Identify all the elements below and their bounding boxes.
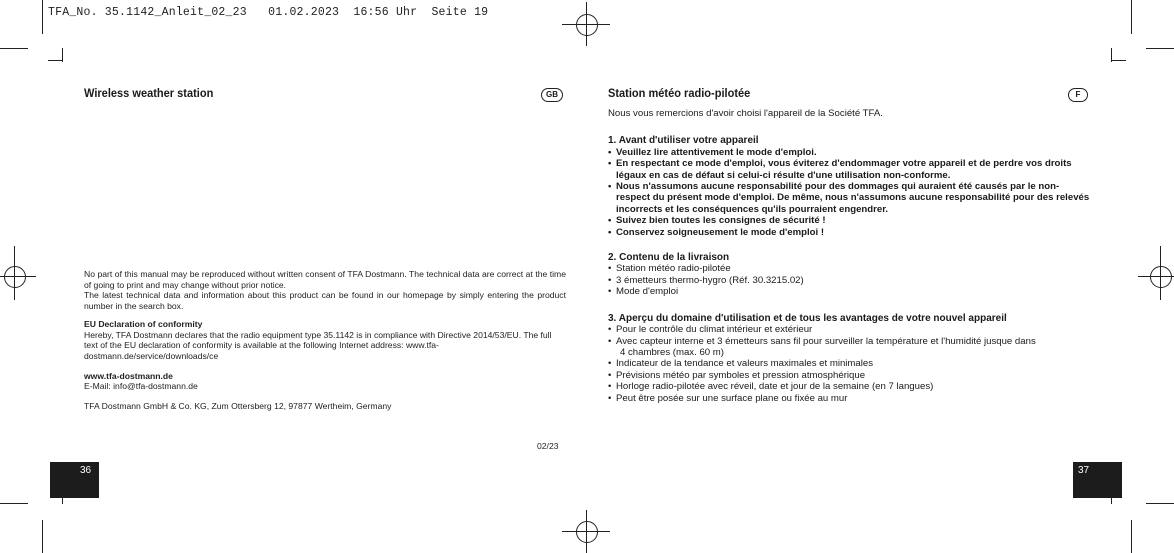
list-item: • Peut être posée sur une surface plane ou fixée au mur (608, 393, 1090, 404)
list-item: • Nous n'assumons aucune responsabilité pour des dommages qui auraient été causés par le non-respect du présent mode d'emploi. De même, nous n'assumons aucune responsabilité pour des relevés incorrects et les conséquences qu'ils pourraient engendrer. (608, 181, 1090, 215)
email-address[interactable]: E-Mail: info@tfa-dostmann.de (84, 381, 198, 392)
list-item: • Mode d'emploi (608, 286, 1090, 297)
right-page-number: 37 (1078, 465, 1090, 476)
section-2-heading: 2. Contenu de la livraison (608, 252, 730, 264)
eu-declaration-heading: EU Declaration of conformity (84, 318, 203, 329)
list-item: • En respectant ce mode d'emploi, vous éviterez d'endommager votre appareil et de perdre vos droits légaux en cas de défaut si celui-ci résulte d'une utilisation non-conforme. (608, 158, 1090, 181)
list-item: • Conservez soigneusement le mode d'emploi ! (608, 227, 1090, 238)
list-item: • Station météo radio-pilotée (608, 263, 1090, 274)
copyright-notice: No part of this manual may be reproduced without written consent of TFA Dostmann. The technical data are correct at the time of going to print and may change without prior notice. (84, 269, 566, 290)
website-link[interactable]: www.tfa-dostmann.de (84, 370, 173, 381)
left-page-number-box (50, 462, 99, 498)
left-page-number: 36 (80, 465, 92, 476)
gb-language-badge: GB (541, 88, 563, 102)
section-1-heading: 1. Avant d'utiliser votre appareil (608, 135, 759, 147)
intro-text: Nous vous remercions d'avoir choisi l'appareil de la Société TFA. (608, 108, 883, 119)
right-page-number-box (1073, 462, 1122, 498)
eu-declaration-text: Hereby, TFA Dostmann declares that the radio equipment type 35.1142 is in compliance with Directive 2014/53/EU. The full text of the EU declaration of conformity is available at the following Internet address: www.tfa-dostmann.de/service/downloads/ce (84, 329, 552, 361)
list-item-continuation: 4 chambres (max. 60 m) (620, 346, 724, 358)
section-3-heading: 3. Aperçu du domaine d'utilisation et de tous les avantages de votre nouvel appareil (608, 312, 1007, 324)
list-item: • Suivez bien toutes les consignes de sécurité ! (608, 215, 1090, 226)
list-item: • Indicateur de la tendance et valeurs maximales et minimales (608, 358, 1090, 369)
left-page-body (84, 269, 566, 412)
section-2-list (608, 263, 1090, 297)
section-1-list (608, 147, 1090, 238)
list-item: • 3 émetteurs thermo-hygro (Réf. 30.3215.02) (608, 275, 1090, 286)
list-item: • Horloge radio-pilotée avec réveil, date et jour de la semaine (en 7 langues) (608, 381, 1090, 392)
right-page-title: Station météo radio-pilotée (608, 86, 751, 100)
list-item: • Prévisions météo par symboles et pression atmosphérique (608, 370, 1090, 381)
section-3-list (608, 324, 1090, 404)
right-page-body (608, 108, 1090, 404)
company-address: TFA Dostmann GmbH & Co. KG, Zum Ottersberg 12, 97877 Wertheim, Germany (84, 401, 392, 412)
f-language-badge: F (1068, 88, 1088, 102)
technical-data-notice: The latest technical data and information about this product can be found in our homepage by simply entering the product number in the search box. (84, 290, 566, 312)
list-item: • Veuillez lire attentivement le mode d'emploi. (608, 147, 1090, 158)
left-page-title: Wireless weather station (84, 86, 214, 100)
version-code: 02/23 (537, 441, 559, 451)
list-item: • Avec capteur interne et 3 émetteurs sans fil pour surveiller la température et l'humidité jusque dans (608, 336, 1090, 347)
print-header: TFA_No. 35.1142_Anleit_02_23 01.02.2023 16:56 Uhr Seite 19 (48, 6, 489, 19)
list-item: • Pour le contrôle du climat intérieur et extérieur (608, 324, 1090, 335)
